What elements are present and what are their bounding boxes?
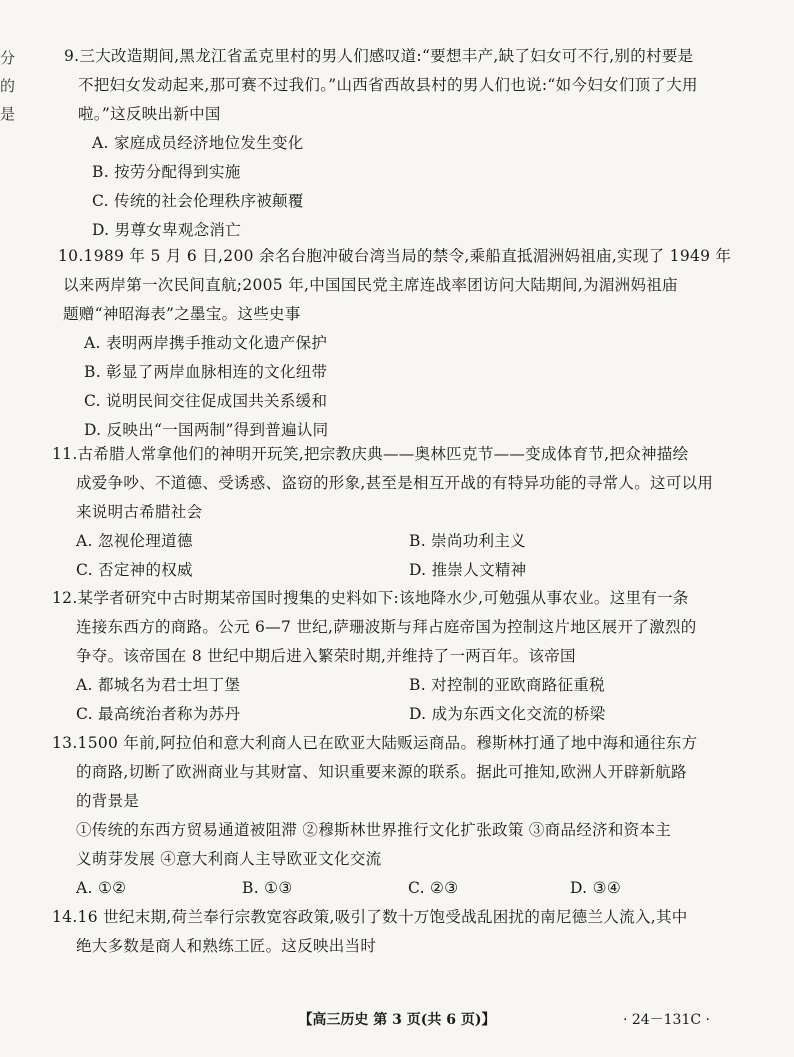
question-stem-line: 来说明古希腊社会 bbox=[76, 503, 203, 521]
option-b: B. 彰显了两岸血脉相连的文化纽带 bbox=[84, 363, 328, 381]
question-stem-line: 以来两岸第一次民间直航;2005 年,中国国民党主席连战率团访问大陆期间,为湄洲妈祖庙 bbox=[63, 276, 678, 294]
option-a: A. ①② bbox=[76, 879, 127, 897]
option-d: D. 反映出“一国两制”得到普遍认同 bbox=[84, 421, 329, 439]
option-a: A. 都城名为君士坦丁堡 bbox=[76, 676, 241, 694]
option-c: C. ②③ bbox=[408, 879, 459, 897]
clipped-edge-text bbox=[0, 48, 15, 124]
question-stem-line: 成爱争吵、不道德、受诱惑、盗窃的形象,甚至是相互开战的有特异功能的寻常人。这可以用 bbox=[76, 474, 714, 492]
option-c: C. 最高统治者称为苏丹 bbox=[76, 705, 241, 723]
question-14 bbox=[52, 903, 688, 961]
question-stem-line: 的背景是 bbox=[76, 792, 140, 810]
edge-char: 是 bbox=[0, 105, 16, 123]
question-stem-line: 争夺。该帝国在 8 世纪中期后进入繁荣时期,并维持了一两百年。该帝国 bbox=[76, 647, 576, 665]
option-a: A. 表明两岸携手推动文化遗产保护 bbox=[84, 334, 328, 352]
question-stem-line: 连接东西方的商路。公元 6—7 世纪,萨珊波斯与拜占庭帝国为控制这片地区展开了激烈的 bbox=[76, 618, 697, 636]
edge-char: 的 bbox=[0, 77, 16, 95]
option-b: B. ①③ bbox=[242, 879, 293, 897]
question-stem-line: 13.1500 年前,阿拉伯和意大利商人已在欧亚大陆贩运商品。穆斯林打通了地中海和通往东方 bbox=[52, 734, 698, 752]
page-number-label: 【高三历史 第 3 页(共 6 页)】 bbox=[298, 1012, 496, 1028]
option-b: B. 对控制的亚欧商路征重税 bbox=[409, 676, 605, 694]
question-10 bbox=[58, 242, 731, 445]
question-item-line: ①传统的东西方贸易通道被阻滞 ②穆斯林世界推行文化扩张政策 ③商品经济和资本主 bbox=[76, 821, 672, 839]
option-c: C. 传统的社会伦理秩序被颠覆 bbox=[92, 192, 304, 210]
question-stem-line: 10.1989 年 5 月 6 日,200 余名台胞冲破台湾当局的禁令,乘船直抵湄洲妈祖庙,实现了 1949 年 bbox=[58, 247, 732, 265]
question-11 bbox=[52, 440, 713, 585]
question-stem-line: 14.16 世纪末期,荷兰奉行宗教宽容政策,吸引了数十万饱受战乱困扰的南尼德兰人流入,其中 bbox=[52, 908, 688, 926]
question-stem-line: 绝大多数是商人和熟练工匠。这反映出当时 bbox=[76, 937, 377, 955]
option-b: B. 按劳分配得到实施 bbox=[92, 163, 241, 181]
question-stem-line: 的商路,切断了欧洲商业与其财富、知识重要来源的联系。据此可推知,欧洲人开辟新航路 bbox=[76, 763, 687, 781]
edge-char: 分 bbox=[0, 49, 16, 67]
option-b: B. 崇尚功利主义 bbox=[409, 532, 526, 550]
option-d: D. 男尊女卑观念消亡 bbox=[92, 221, 242, 239]
question-stem-line: 11.古希腊人常拿他们的神明开玩笑,把宗教庆典——奥林匹克节——变成体育节,把众神描绘 bbox=[52, 445, 689, 463]
question-item-line: 义萌芽发展 ④意大利商人主导欧亚文化交流 bbox=[76, 850, 382, 868]
option-a: A. 忽视伦理道德 bbox=[76, 532, 193, 550]
option-c: C. 说明民间交往促成国共关系缓和 bbox=[84, 392, 328, 410]
option-c: C. 否定神的权威 bbox=[76, 561, 193, 579]
question-9 bbox=[64, 42, 698, 245]
question-stem-line: 啦。”这反映出新中国 bbox=[78, 105, 221, 123]
option-a: A. 家庭成员经济地位发生变化 bbox=[92, 134, 304, 152]
option-d: D. 推崇人文精神 bbox=[409, 561, 527, 579]
question-stem-line: 12.某学者研究中古时期某帝国时搜集的史料如下:该地降水少,可勉强从事农业。这里有一条 bbox=[52, 589, 689, 607]
question-stem-line: 9.三大改造期间,黑龙江省孟克里村的男人们感叹道:“要想丰产,缺了妇女可不行,别的村要是 bbox=[64, 47, 694, 65]
question-13 bbox=[52, 729, 697, 903]
option-d: D. ③④ bbox=[570, 879, 622, 897]
question-stem-line: 不把妇女发动起来,那可赛不过我们。”山西省西故县村的男人们也说:“如今妇女们顶了大用 bbox=[78, 76, 698, 94]
question-stem-line: 题赠“神昭海表”之墨宝。这些史事 bbox=[63, 305, 301, 323]
exam-code: · 24－131C · bbox=[622, 1012, 710, 1028]
question-12 bbox=[52, 584, 697, 729]
option-d: D. 成为东西文化交流的桥梁 bbox=[409, 705, 606, 723]
